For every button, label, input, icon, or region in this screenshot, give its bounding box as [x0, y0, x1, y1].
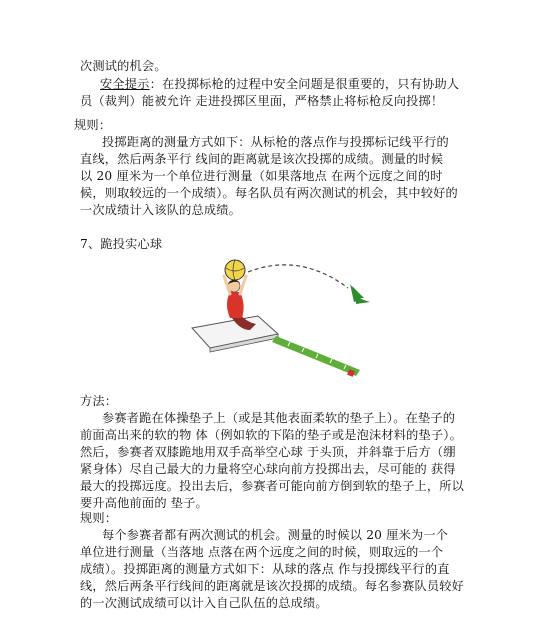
- method-line-2: 前面高出来的软的物 体（例如软的下陷的垫子或是泡沫材料的垫子）。: [80, 428, 462, 442]
- section-title: 7、跪投实心球: [80, 237, 163, 251]
- method-line-1: 参赛者跪在体操垫子上（或是其他表面柔软的垫子上）。在垫子的: [102, 411, 456, 425]
- rules1-line-3: 以 20 厘米为一个单位进行测量（如果落地点 在两个远度之间的时: [80, 169, 443, 183]
- rules-heading-1: 规则：: [74, 118, 112, 132]
- method-line-4: 紧身体）尽自己最大的力量将空心球向前方投掷出去，尽可能的 获得: [80, 462, 456, 476]
- shirt: [227, 292, 244, 318]
- rules1-line-4: 候，则取较远的一个成绩）。每名队员有两次测试的机会，其中较好的: [80, 186, 458, 200]
- safety-paragraph-line-1: [100, 76, 459, 92]
- method-heading: 方法：: [80, 394, 118, 408]
- method-line-6: 要升高他前面的 垫子。: [80, 496, 208, 510]
- rules2-line-4: 线，然后两条平行线间的距离就是该次投掷的成绩。每名参赛队员较好: [80, 579, 465, 593]
- rules-heading-2: 规则：: [80, 511, 118, 525]
- trajectory-arc: [248, 265, 348, 288]
- measuring-tape: [272, 336, 360, 377]
- arrow-icon: [350, 284, 370, 304]
- method-line-3: 然后，参赛者双膝跪地用双手高举空心球 于头顶，并斜靠于后方（绷: [80, 445, 456, 459]
- rules1-line-5: 一次成绩计入该队的总成绩。: [80, 203, 242, 217]
- rules2-line-1: 每个参赛者都有两次测试的机会。测量的时候以 20 厘米为一个: [102, 528, 449, 542]
- rules2-line-2: 单位进行测量（当落地 点落在两个远度之间的时候，则取远的一个: [80, 545, 444, 559]
- medicine-ball-icon: [225, 260, 245, 280]
- method-line-5: 最大的投掷远度。投出去后，参赛者可能向前方倒到软的垫子上，所以: [80, 479, 465, 493]
- safety-text-1: ：在投掷标枪的过程中安全问题是很重要的，只有协助人: [149, 77, 460, 91]
- rules2-line-5: 的一次测试成绩可以计入自己队伍的总成绩。: [80, 596, 328, 610]
- kneeling-throw-illustration: [180, 258, 380, 388]
- rules1-line-1: 投掷距离的测量方式如下：从标枪的落点作与投掷标记线平行的: [102, 135, 449, 149]
- continuation-text: 次测试的机会。: [80, 59, 167, 73]
- rules1-line-2: 直线，然后两条平行 线间的距离就是该次投掷的成绩。测量的时候: [80, 152, 444, 166]
- rules2-line-3: 成绩）。投掷距离的测量方式如下：从球的落点 作与投掷线平行的直: [80, 562, 450, 576]
- safety-paragraph-line-2: 员（裁判）能被允许 走进投掷区里面，严格禁止将标枪反向投掷！: [80, 94, 444, 108]
- safety-label: 安全提示: [100, 77, 150, 91]
